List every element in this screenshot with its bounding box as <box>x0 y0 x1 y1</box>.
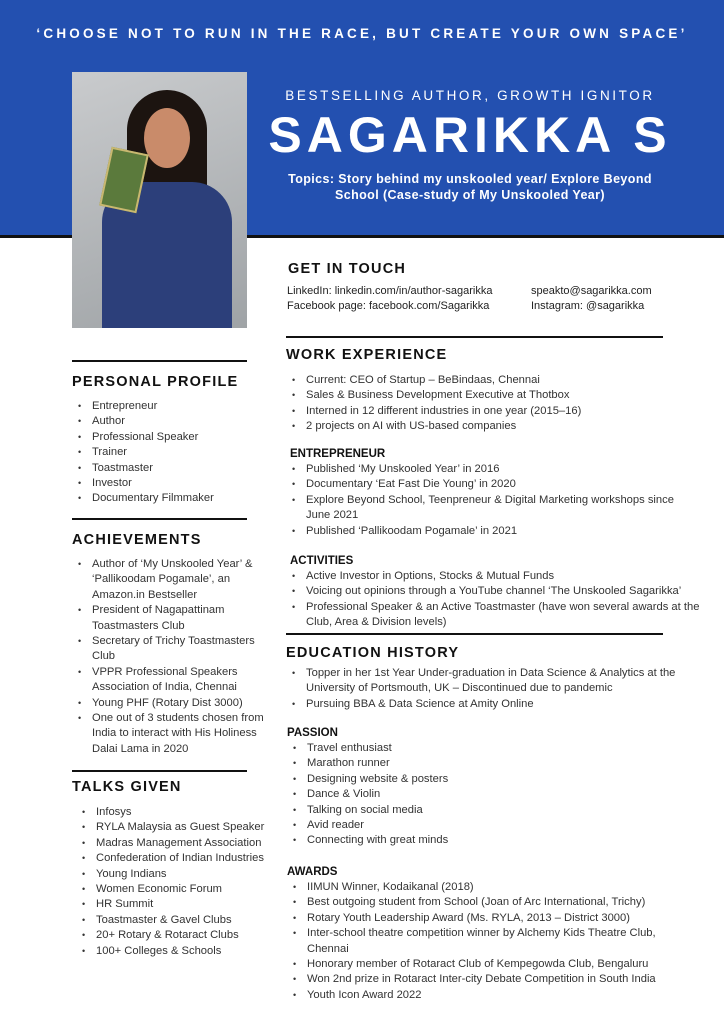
list-item: • Professional Speaker & an Active Toastmaster (have won several awards at the Club, Area & Division levels) <box>286 600 700 631</box>
list-item: • Voicing out opinions through a YouTube channel ‘The Unskooled Sagarikka’ <box>286 584 700 599</box>
talks-title: TALKS GIVEN <box>72 779 182 795</box>
divider <box>72 518 247 520</box>
list-item: • Young PHF (Rotary Dist 3000) <box>72 696 267 711</box>
list-item: • Documentary Filmmaker <box>72 491 262 506</box>
list-item: • Women Economic Forum <box>76 882 277 897</box>
awards-section <box>287 866 697 1003</box>
list-item: • Confederation of Indian Industries <box>76 851 277 866</box>
list-item: • One out of 3 students chosen from India to interact with His Holiness Dalai Lama in 2020 <box>72 711 267 757</box>
divider <box>286 336 663 338</box>
list-item: • Inter-school theatre competition winner by Alchemy Kids Theatre Club, Chennai <box>287 926 697 957</box>
facebook-link[interactable]: Facebook page: facebook.com/Sagarikka <box>287 300 490 312</box>
list-item: • Young Indians <box>76 867 277 882</box>
list-item: • Designing website & posters <box>287 772 697 787</box>
talks-list <box>76 805 277 959</box>
list-item: • Youth Icon Award 2022 <box>287 988 697 1003</box>
list-item: • Dance & Violin <box>287 787 697 802</box>
list-item: • RYLA Malaysia as Guest Speaker <box>76 820 277 835</box>
list-item: • President of Nagapattinam Toastmasters Club <box>72 603 267 634</box>
list-item: • Rotary Youth Leadership Award (Ms. RYLA, 2013 – District 3000) <box>287 911 697 926</box>
passion-list <box>287 741 697 849</box>
profile-photo <box>72 72 247 328</box>
list-item: • Sales & Business Development Executive at Thotbox <box>286 388 706 403</box>
talks-section <box>72 779 277 959</box>
divider <box>286 633 663 635</box>
passion-title: PASSION <box>287 727 338 739</box>
list-item: • Talking on social media <box>287 803 697 818</box>
activities-list <box>286 569 700 631</box>
list-item: • VPPR Professional Speakers Association of India, Chennai <box>72 665 267 696</box>
list-item: • Entrepreneur <box>72 399 262 414</box>
entrepreneur-section <box>290 448 700 539</box>
list-item: • Current: CEO of Startup – BeBindaas, Chennai <box>286 373 706 388</box>
list-item: • Published ‘Pallikoodam Pogamale’ in 2021 <box>286 524 700 539</box>
education-list <box>286 666 696 712</box>
education-section <box>286 645 696 712</box>
list-item: • Travel enthusiast <box>287 741 697 756</box>
linkedin-link[interactable]: LinkedIn: linkedin.com/in/author-sagarikka <box>287 285 493 297</box>
list-item: • Infosys <box>76 805 277 820</box>
instagram-link[interactable]: Instagram: @sagarikka <box>531 300 645 312</box>
list-item: • Topper in her 1st Year Under-graduation in Data Science & Analytics at the University of Portsmouth, UK – Discontinued due to pandemic <box>286 666 696 697</box>
list-item: • Secretary of Trichy Toastmasters Club <box>72 634 267 665</box>
passion-section <box>287 727 697 849</box>
list-item: • 100+ Colleges & Schools <box>76 944 277 959</box>
list-item: • Explore Beyond School, Teenpreneur & Digital Marketing workshops since June 2021 <box>286 493 700 524</box>
list-item: • Author of ‘My Unskooled Year’ & ‘Pallikoodam Pogamale’, an Amazon.in Bestseller <box>72 557 267 603</box>
list-item: • Honorary member of Rotaract Club of Kempegowda Club, Bengaluru <box>287 957 697 972</box>
work-list <box>286 373 706 435</box>
list-item: • Toastmaster & Gavel Clubs <box>76 913 277 928</box>
list-item: • Avid reader <box>287 818 697 833</box>
work-title: WORK EXPERIENCE <box>286 347 448 363</box>
activities-section <box>290 555 700 631</box>
list-item: • Connecting with great minds <box>287 833 697 848</box>
email-link[interactable]: speakto@sagarikka.com <box>531 285 652 297</box>
profile-section <box>72 374 262 507</box>
list-item: • Won 2nd prize in Rotaract Inter-city Debate Competition in South India <box>287 972 697 987</box>
education-title: EDUCATION HISTORY <box>286 645 460 661</box>
topics: Topics: Story behind my unskooled year/ Explore Beyond School (Case-study of My Unskooled Year) <box>288 172 652 202</box>
list-item: • Author <box>72 414 262 429</box>
list-item: • Professional Speaker <box>72 430 262 445</box>
list-item: • 20+ Rotary & Rotaract Clubs <box>76 928 277 943</box>
achievements-section <box>72 532 267 757</box>
list-item: • Toastmaster <box>72 461 262 476</box>
list-item: • Pursuing BBA & Data Science at Amity Online <box>286 697 696 712</box>
list-item: • Documentary ‘Eat Fast Die Young’ in 2020 <box>286 477 700 492</box>
entrepreneur-list <box>286 462 700 539</box>
list-item: • Investor <box>72 476 262 491</box>
activities-title: ACTIVITIES <box>290 555 354 567</box>
quote: ‘CHOOSE NOT TO RUN IN THE RACE, BUT CREATE YOUR OWN SPACE’ <box>36 26 688 41</box>
list-item: • Interned in 12 different industries in one year (2015–16) <box>286 404 706 419</box>
list-item: • HR Summit <box>76 897 277 912</box>
list-item: • Best outgoing student from School (Joan of Arc International, Trichy) <box>287 895 697 910</box>
tagline: BESTSELLING AUTHOR, GROWTH IGNITOR <box>285 88 655 103</box>
awards-title: AWARDS <box>287 866 338 878</box>
achievements-title: ACHIEVEMENTS <box>72 532 202 548</box>
contact-title: GET IN TOUCH <box>288 261 407 277</box>
list-item: • IIMUN Winner, Kodaikanal (2018) <box>287 880 697 895</box>
contact-section <box>288 261 406 277</box>
divider <box>72 770 247 772</box>
list-item: • Madras Management Association <box>76 836 277 851</box>
contact-left <box>287 284 492 314</box>
profile-list <box>72 399 262 507</box>
divider <box>72 360 247 362</box>
list-item: • Marathon runner <box>287 756 697 771</box>
awards-list <box>287 880 697 1003</box>
work-section <box>286 347 706 435</box>
contact-right <box>531 284 652 314</box>
list-item: • 2 projects on AI with US-based companies <box>286 419 706 434</box>
list-item: • Published ‘My Unskooled Year’ in 2016 <box>286 462 700 477</box>
person-name: SAGARIKKA S <box>268 107 672 163</box>
list-item: • Trainer <box>72 445 262 460</box>
profile-title: PERSONAL PROFILE <box>72 374 239 390</box>
entrepreneur-title: ENTREPRENEUR <box>290 448 386 460</box>
achievements-list <box>72 557 267 757</box>
list-item: • Active Investor in Options, Stocks & Mutual Funds <box>286 569 700 584</box>
